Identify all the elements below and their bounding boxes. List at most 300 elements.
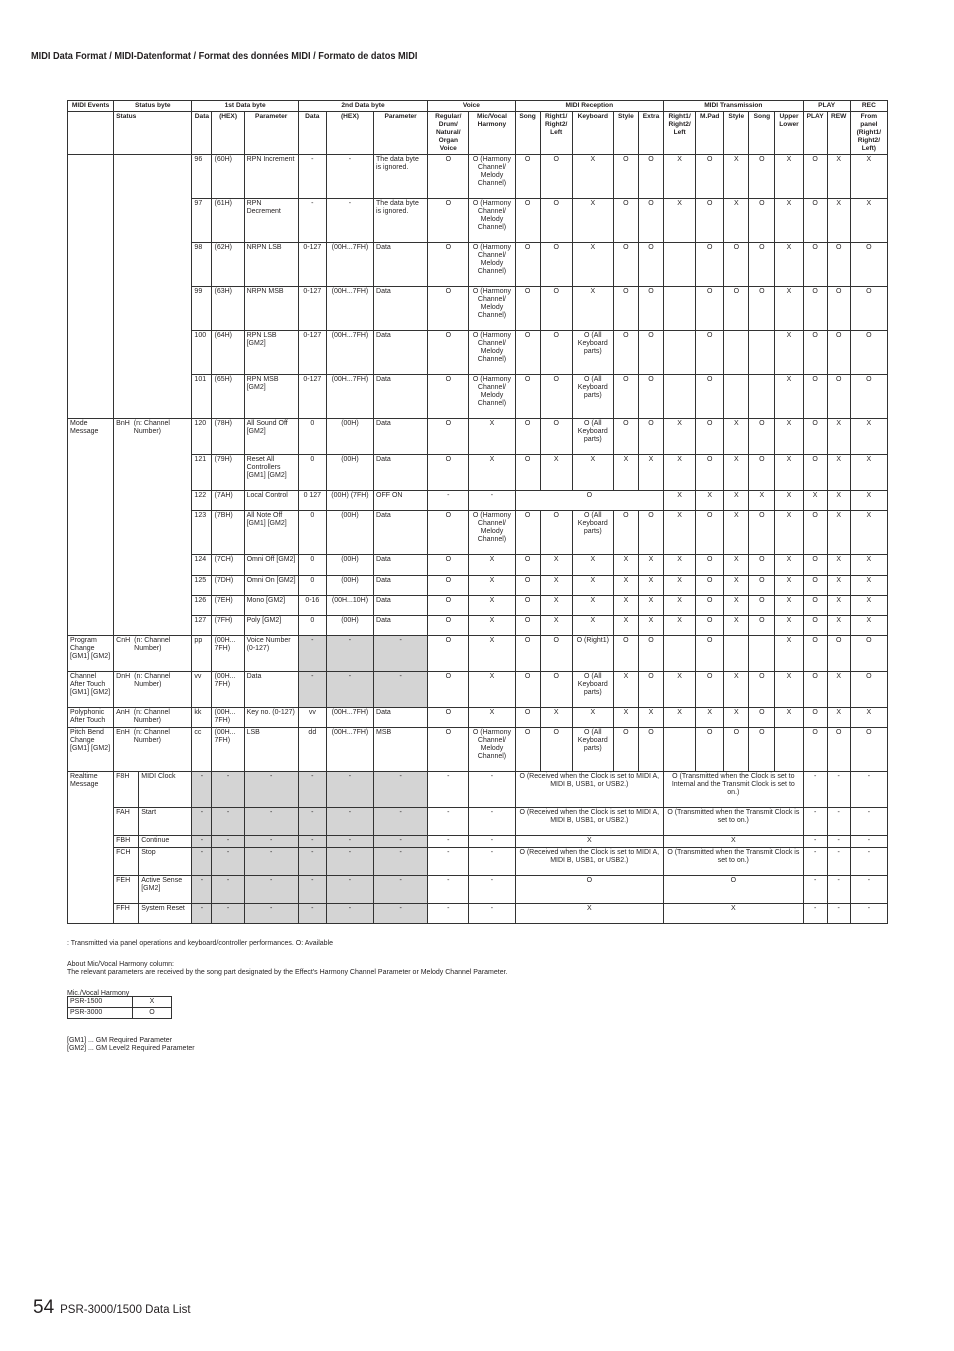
voice-cell: O xyxy=(428,576,469,596)
value-cell: O xyxy=(540,155,572,199)
dash-cell: - xyxy=(244,836,298,848)
param1-cell: NRPN MSB xyxy=(244,287,298,331)
dash-cell: - xyxy=(298,836,326,848)
voice-cell: - xyxy=(428,491,469,511)
param2-cell: - xyxy=(374,672,428,708)
value-cell: X xyxy=(664,708,696,728)
value-cell: X xyxy=(775,419,803,455)
hex2-cell: (00H) (7FH) xyxy=(326,491,373,511)
mic-vocal-cell: O (Harmony Channel/ Melody Channel) xyxy=(469,155,515,199)
data1-cell: pp xyxy=(192,636,212,672)
value-cell: O xyxy=(749,616,775,636)
value-cell: O xyxy=(724,287,749,331)
dash-cell: - xyxy=(298,876,326,904)
value-cell: O xyxy=(803,199,827,243)
data1-cell: 121 xyxy=(192,455,212,491)
value-cell: O xyxy=(696,596,724,616)
data2-cell: - xyxy=(298,155,326,199)
col-first-data-byte: 1st Data byte xyxy=(192,101,298,112)
value-cell xyxy=(724,331,749,375)
value-cell xyxy=(664,375,696,419)
value-cell: O (All Keyboard parts) xyxy=(572,331,613,375)
data2-cell: 0 127 xyxy=(298,491,326,511)
event-cell: Mode Message xyxy=(68,419,114,636)
dash-cell: - xyxy=(374,848,428,876)
reception-cell: O (Received when the Clock is set to MIDI A, MIDI B, USB1, or USB2.) xyxy=(515,848,664,876)
voice-cell: - xyxy=(428,836,469,848)
value-cell: O xyxy=(613,155,638,199)
value-cell: O xyxy=(515,708,540,728)
value-cell: O xyxy=(613,243,638,287)
hex1-cell: (7FH) xyxy=(212,616,244,636)
status-note: System Reset xyxy=(139,904,192,924)
value-cell: X xyxy=(724,511,749,555)
hex2-cell: (00H...7FH) xyxy=(326,728,373,772)
dash-cell: - xyxy=(212,876,244,904)
param1-cell: LSB xyxy=(244,728,298,772)
status-code: FBH xyxy=(114,836,139,848)
value-cell: X xyxy=(664,419,696,455)
mic-vocal-cell: - xyxy=(469,491,515,511)
value-cell: X xyxy=(724,555,749,576)
mic-vocal-cell: X xyxy=(469,708,515,728)
table-row xyxy=(68,997,172,1008)
data2-cell: - xyxy=(298,636,326,672)
sub-hex1: (HEX) xyxy=(212,112,244,155)
value-cell: X xyxy=(540,576,572,596)
value-cell: X xyxy=(724,708,749,728)
dash-cell: - xyxy=(374,836,428,848)
value-cell: X xyxy=(664,576,696,596)
param2-cell: Data xyxy=(374,555,428,576)
mvh-value: O xyxy=(133,1008,172,1019)
value-cell: O xyxy=(540,511,572,555)
value-cell: X xyxy=(638,596,663,616)
hex2-cell: (00H) xyxy=(326,511,373,555)
value-cell: O xyxy=(515,243,540,287)
value-cell: O xyxy=(850,728,887,772)
sub-tx-right-left: Right1/ Right2/ Left xyxy=(664,112,696,155)
transmission-cell: X xyxy=(664,904,804,924)
value-cell: X xyxy=(724,491,749,511)
data2-cell: vv xyxy=(298,708,326,728)
sub-tx-style: Style xyxy=(724,112,749,155)
voice-cell: - xyxy=(428,904,469,924)
data1-cell: 127 xyxy=(192,616,212,636)
mic-vocal-cell: - xyxy=(469,904,515,924)
value-cell: O xyxy=(696,555,724,576)
value-cell: O xyxy=(638,728,663,772)
sub-status: Status xyxy=(114,112,192,155)
mic-vocal-cell: O (Harmony Channel/ Melody Channel) xyxy=(469,331,515,375)
reception-cell: X xyxy=(515,836,664,848)
status-cell xyxy=(114,708,192,728)
value-cell: X xyxy=(827,419,850,455)
value-cell: O (All Keyboard parts) xyxy=(572,375,613,419)
data1-cell: 123 xyxy=(192,511,212,555)
dash-cell: - xyxy=(244,808,298,836)
sub-param1: Parameter xyxy=(244,112,298,155)
value-cell: O xyxy=(696,155,724,199)
dash-cell: - xyxy=(192,848,212,876)
event-cell: Realtime Message xyxy=(68,772,114,924)
sub-right-left: Right1/ Right2/ Left xyxy=(540,112,572,155)
data2-cell: 0 xyxy=(298,616,326,636)
transmission-cell: O (Transmitted when the Transmit Clock is set to on.) xyxy=(664,808,804,836)
value-cell: X xyxy=(613,455,638,491)
voice-cell: O xyxy=(428,455,469,491)
dash-cell: - xyxy=(212,904,244,924)
hex2-cell: (00H...7FH) xyxy=(326,708,373,728)
value-cell: O xyxy=(850,331,887,375)
hex2-cell: - xyxy=(326,155,373,199)
sub-regular: Regular/ Drum/ Natural/ Organ Voice xyxy=(428,112,469,155)
value-cell: X xyxy=(664,199,696,243)
voice-cell: - xyxy=(428,876,469,904)
hex1-cell: (64H) xyxy=(212,331,244,375)
value-cell: X xyxy=(724,596,749,616)
value-cell: X xyxy=(664,455,696,491)
hex1-cell: (7BH) xyxy=(212,511,244,555)
mic-vocal-cell: - xyxy=(469,848,515,876)
data1-cell: 126 xyxy=(192,596,212,616)
value-cell xyxy=(664,728,696,772)
hex1-cell: (00H... 7FH) xyxy=(212,708,244,728)
dash-cell: - xyxy=(244,772,298,808)
param2-cell: OFF ON xyxy=(374,491,428,511)
mvh-title: Mic./Vocal Harmony xyxy=(67,990,130,997)
hex2-cell: - xyxy=(326,636,373,672)
reception-cell: X xyxy=(515,904,664,924)
value-cell: O xyxy=(827,331,850,375)
rew-cell: - xyxy=(827,772,850,808)
data2-cell: - xyxy=(298,672,326,708)
status-note: (n: Channel Number) xyxy=(133,420,170,435)
param1-cell: Key no. (0-127) xyxy=(244,708,298,728)
value-cell xyxy=(724,375,749,419)
param2-cell: Data xyxy=(374,331,428,375)
mic-vocal-cell: O (Harmony Channel/ Melody Channel) xyxy=(469,511,515,555)
transmission-cell: O (Transmitted when the Clock is set to Internal and the Transmit Clock is set to on.) xyxy=(664,772,804,808)
value-cell: O xyxy=(515,155,540,199)
value-cell: O xyxy=(613,419,638,455)
status-cell xyxy=(114,155,192,419)
hex1-cell: (60H) xyxy=(212,155,244,199)
sub-mic-vocal: Mic/Vocal Harmony xyxy=(469,112,515,155)
value-cell: O xyxy=(696,636,724,672)
table-row xyxy=(68,636,888,672)
status-code: FAH xyxy=(114,808,139,836)
transmission-cell: X xyxy=(664,836,804,848)
hex1-cell: (00H... 7FH) xyxy=(212,728,244,772)
gm2-note: [GM2] ... GM Level2 Required Parameter xyxy=(67,1045,195,1052)
data2-cell: - xyxy=(298,199,326,243)
data1-cell: kk xyxy=(192,708,212,728)
dash-cell: - xyxy=(212,808,244,836)
status-note: (n: Channel Number) xyxy=(134,673,171,688)
value-cell: X xyxy=(775,491,803,511)
sub-song: Song xyxy=(515,112,540,155)
value-cell: O xyxy=(827,287,850,331)
value-cell: O xyxy=(515,287,540,331)
value-cell: X xyxy=(664,616,696,636)
value-cell: X xyxy=(540,596,572,616)
dash-cell: - xyxy=(212,772,244,808)
value-cell: X xyxy=(850,708,887,728)
param2-cell: - xyxy=(374,636,428,672)
sub-play: PLAY xyxy=(803,112,827,155)
midi-data-table xyxy=(67,100,888,924)
param2-cell: Data xyxy=(374,375,428,419)
mic-vocal-cell: - xyxy=(469,808,515,836)
status-note: MIDI Clock xyxy=(139,772,192,808)
col-midi-reception: MIDI Reception xyxy=(515,101,664,112)
value-cell: X xyxy=(664,491,696,511)
gm-notes xyxy=(67,1037,195,1053)
status-cell xyxy=(114,636,192,672)
value-cell: X xyxy=(850,555,887,576)
dash-cell: - xyxy=(298,848,326,876)
hex1-cell: (7DH) xyxy=(212,576,244,596)
about-text: The relevant parameters are received by the song part designated by the Effect's Harmony Channel Parameter or Melody Channel Parameter. xyxy=(67,969,508,976)
table-row xyxy=(68,836,888,848)
col-second-data-byte: 2nd Data byte xyxy=(298,101,427,112)
sub-data1: Data xyxy=(192,112,212,155)
col-voice: Voice xyxy=(428,101,515,112)
sub-from-panel: From panel (Right1/ Right2/ Left) xyxy=(850,112,887,155)
mvh-value: X xyxy=(133,997,172,1008)
param1-cell: NRPN LSB xyxy=(244,243,298,287)
value-cell: O xyxy=(749,555,775,576)
value-cell: O xyxy=(540,199,572,243)
value-cell: X xyxy=(664,672,696,708)
mic-vocal-cell: X xyxy=(469,596,515,616)
value-cell: X xyxy=(724,155,749,199)
value-cell: O xyxy=(749,419,775,455)
value-cell: O xyxy=(749,455,775,491)
value-cell: X xyxy=(540,616,572,636)
value-cell: X xyxy=(775,199,803,243)
mic-vocal-cell: X xyxy=(469,576,515,596)
value-cell: X xyxy=(775,331,803,375)
param2-cell: Data xyxy=(374,287,428,331)
value-cell xyxy=(664,636,696,672)
data2-cell: 0-127 xyxy=(298,287,326,331)
value-cell: X xyxy=(827,455,850,491)
event-cell: Pitch Bend Change [GM1] [GM2] xyxy=(68,728,114,772)
value-cell: O xyxy=(803,331,827,375)
param1-cell: Data xyxy=(244,672,298,708)
value-cell xyxy=(749,375,775,419)
dash-cell: - xyxy=(212,836,244,848)
status-code: FFH xyxy=(114,904,139,924)
value-cell: X xyxy=(613,708,638,728)
value-cell: X xyxy=(850,616,887,636)
param1-cell: RPN Decrement xyxy=(244,199,298,243)
value-cell: O xyxy=(696,199,724,243)
hex2-cell: (00H...7FH) xyxy=(326,287,373,331)
value-cell: O xyxy=(827,728,850,772)
value-cell: X xyxy=(572,199,613,243)
value-cell: X xyxy=(613,672,638,708)
hex2-cell: - xyxy=(326,199,373,243)
value-cell: O xyxy=(696,616,724,636)
value-cell: O xyxy=(696,576,724,596)
value-cell: O xyxy=(638,672,663,708)
value-cell: X xyxy=(724,672,749,708)
param2-cell: Data xyxy=(374,576,428,596)
value-cell xyxy=(664,331,696,375)
param1-cell: Local Control xyxy=(244,491,298,511)
data1-cell: 99 xyxy=(192,287,212,331)
value-cell: O xyxy=(749,287,775,331)
voice-cell: O xyxy=(428,596,469,616)
transmission-cell: O (Transmitted when the Transmit Clock is set to on.) xyxy=(664,848,804,876)
data2-cell: 0 xyxy=(298,419,326,455)
voice-cell: O xyxy=(428,155,469,199)
value-cell: O xyxy=(803,375,827,419)
param2-cell: Data xyxy=(374,511,428,555)
dash-cell: - xyxy=(374,772,428,808)
table-row xyxy=(68,155,888,199)
value-cell: O xyxy=(696,511,724,555)
play-cell: - xyxy=(803,876,827,904)
hex2-cell: (00H) xyxy=(326,419,373,455)
param1-cell: Poly [GM2] xyxy=(244,616,298,636)
value-cell: X xyxy=(613,616,638,636)
hex2-cell: - xyxy=(326,672,373,708)
status-code: FEH xyxy=(114,876,139,904)
value-cell: O xyxy=(515,455,540,491)
sub-rew: REW xyxy=(827,112,850,155)
mic-vocal-cell: X xyxy=(469,455,515,491)
dash-cell: - xyxy=(298,904,326,924)
value-cell: O xyxy=(613,636,638,672)
value-cell: X xyxy=(724,199,749,243)
value-cell: O xyxy=(613,287,638,331)
status-note: Start xyxy=(139,808,192,836)
value-cell: X xyxy=(775,596,803,616)
rew-cell: - xyxy=(827,808,850,836)
table-row xyxy=(68,904,888,924)
value-cell: O xyxy=(696,672,724,708)
value-cell: O xyxy=(803,616,827,636)
value-cell: O xyxy=(696,375,724,419)
status-code: BnH xyxy=(116,420,130,427)
status-note: Stop xyxy=(139,848,192,876)
value-cell: O xyxy=(515,596,540,616)
dash-cell: - xyxy=(326,848,373,876)
value-cell: O xyxy=(638,287,663,331)
value-cell: O xyxy=(827,243,850,287)
voice-cell: - xyxy=(428,772,469,808)
value-cell: X xyxy=(572,455,613,491)
status-code: AnH xyxy=(116,709,130,716)
value-cell: X xyxy=(572,287,613,331)
value-cell: X xyxy=(572,616,613,636)
rew-cell: - xyxy=(827,836,850,848)
mvh-model: PSR-3000 xyxy=(68,1008,133,1019)
value-cell: O xyxy=(696,419,724,455)
sub-empty xyxy=(68,112,114,155)
rec-cell: - xyxy=(850,876,887,904)
dash-cell: - xyxy=(212,848,244,876)
voice-cell: O xyxy=(428,672,469,708)
event-cell: Channel After Touch [GM1] [GM2] xyxy=(68,672,114,708)
param1-cell: RPN MSB [GM2] xyxy=(244,375,298,419)
status-code: F8H xyxy=(114,772,139,808)
value-cell: X xyxy=(572,155,613,199)
value-cell: X xyxy=(638,576,663,596)
param1-cell: All Note Off [GM1] [GM2] xyxy=(244,511,298,555)
value-cell: O xyxy=(540,243,572,287)
param2-cell: Data xyxy=(374,419,428,455)
mvh-model: PSR-1500 xyxy=(68,997,133,1008)
voice-cell: O xyxy=(428,555,469,576)
data2-cell: dd xyxy=(298,728,326,772)
value-cell: O xyxy=(749,243,775,287)
value-cell: O xyxy=(515,199,540,243)
hex1-cell: (78H) xyxy=(212,419,244,455)
value-cell: X xyxy=(664,511,696,555)
voice-cell: O xyxy=(428,419,469,455)
value-cell xyxy=(749,331,775,375)
rec-cell: - xyxy=(850,836,887,848)
value-cell: O xyxy=(850,243,887,287)
sub-style: Style xyxy=(613,112,638,155)
dash-cell: - xyxy=(374,904,428,924)
status-note: (n: Channel Number) xyxy=(133,709,170,724)
value-cell: X xyxy=(775,576,803,596)
data1-cell: 98 xyxy=(192,243,212,287)
mic-vocal-cell: - xyxy=(469,836,515,848)
legend-note: : Transmitted via panel operations and keyboard/controller performances. O: Available xyxy=(67,940,334,947)
value-cell: O xyxy=(827,375,850,419)
page-number: 54 xyxy=(33,1297,55,1318)
value-cell xyxy=(775,728,803,772)
play-cell: - xyxy=(803,772,827,808)
value-cell xyxy=(664,287,696,331)
value-cell: O xyxy=(540,728,572,772)
dash-cell: - xyxy=(192,836,212,848)
value-cell: O xyxy=(803,708,827,728)
value-cell: X xyxy=(827,511,850,555)
dash-cell: - xyxy=(298,772,326,808)
page-footer xyxy=(33,1297,191,1319)
value-cell: O xyxy=(638,243,663,287)
voice-cell: O xyxy=(428,616,469,636)
table-row xyxy=(68,672,888,708)
value-cell: O xyxy=(850,287,887,331)
sub-mpad: M.Pad xyxy=(696,112,724,155)
param1-cell: Mono [GM2] xyxy=(244,596,298,616)
value-cell: O xyxy=(803,455,827,491)
data2-cell: 0 xyxy=(298,455,326,491)
dash-cell: - xyxy=(374,876,428,904)
col-rec: REC xyxy=(850,101,887,112)
data1-cell: 96 xyxy=(192,155,212,199)
value-cell: O xyxy=(515,419,540,455)
value-cell: X xyxy=(696,491,724,511)
value-cell: X xyxy=(572,708,613,728)
value-cell: O xyxy=(515,728,540,772)
play-cell: - xyxy=(803,904,827,924)
value-cell: O xyxy=(613,511,638,555)
value-cell: O xyxy=(803,728,827,772)
about-title: About Mic/Vocal Harmony column: xyxy=(67,961,174,968)
sub-keyboard: Keyboard xyxy=(572,112,613,155)
value-cell: O xyxy=(540,672,572,708)
